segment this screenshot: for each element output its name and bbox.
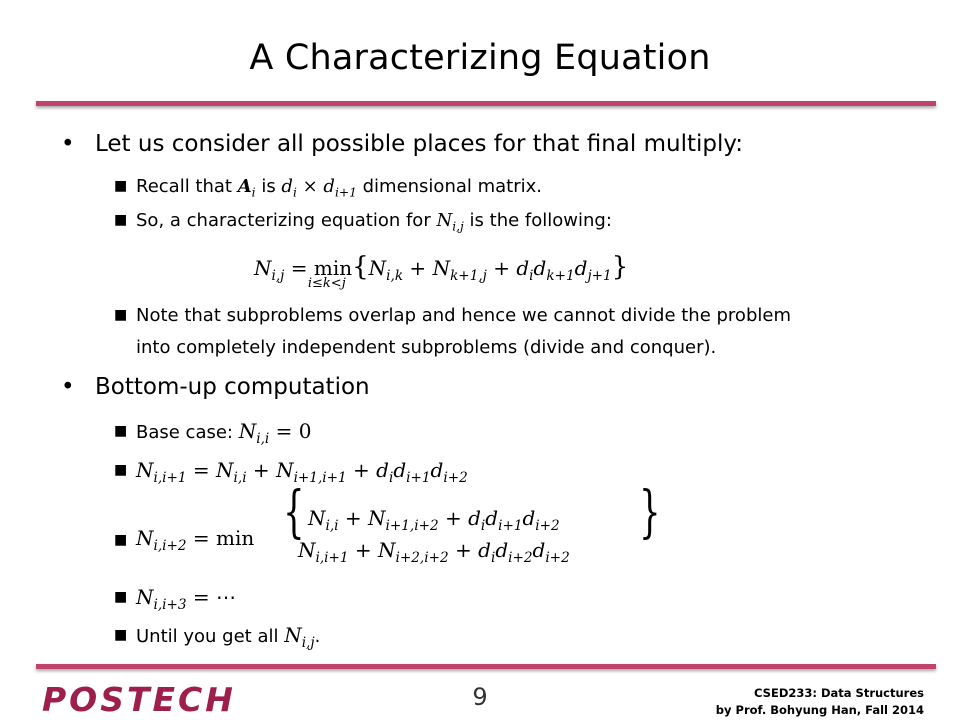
- course-instructor: by Prof. Bohyung Han, Fall 2014: [715, 703, 924, 717]
- square-bullet-icon: ■: [114, 307, 128, 323]
- subbullet-recall: ■ Recall that $A_i$ is $d_i \times d_{i+1}$ dimensional matrix.: [136, 173, 542, 200]
- footer-rule: [36, 664, 936, 669]
- bullet-bottom-up: • Bottom-up computation: [61, 374, 370, 400]
- subbullet-so: ■ So, a characterizing equation for $N_{i,j}$ is the following:: [136, 207, 612, 234]
- page-number: 9: [472, 683, 488, 711]
- subbullet-note: ■ Note that subproblems overlap and hence we cannot divide the problem into completely independent subproblems (divide and conquer).: [136, 302, 936, 361]
- square-bullet-icon: ■: [114, 462, 128, 478]
- bullet-consider-places: • Let us consider all possible places for that final multiply:: [61, 131, 744, 157]
- min-operator: min i≤k<j: [307, 256, 353, 291]
- course-credit: [716, 685, 924, 719]
- title-rule: [36, 101, 936, 106]
- bullet-dot-icon: •: [61, 131, 75, 157]
- subbullet-base-case: ■ Base case: $N_{i,i} = 0$: [114, 419, 312, 447]
- subbullet-n-i-i3: ■ $N_{i,i+3}$ = ⋯: [114, 585, 237, 613]
- square-bullet-icon: ■: [114, 178, 128, 194]
- subbullet-n-i-i1: ■ $N_{i,i+1} = N_{i,i} + N_{i+1,i+1} + d_id_{i+1}d_{i+2}$: [114, 458, 468, 486]
- square-bullet-icon: ■: [114, 532, 128, 548]
- course-title: CSED233: Data Structures: [754, 686, 924, 700]
- square-bullet-icon: ■: [114, 212, 128, 228]
- postech-logo-text: POSTECH: [42, 682, 236, 716]
- bullet-dot-icon: •: [61, 374, 75, 400]
- subbullet-until: ■ Until you get all $N_{i,j}$.: [114, 623, 321, 651]
- square-bullet-icon: ■: [114, 627, 128, 643]
- subbullet-n-i-i2: ■ $N_{i,i+2} = \min$ $N_{i,i} + N_{i+1,i+2} + d_id_{i+1}d_{i+2}$ $N_{i,i+1} + N_{i+2,i+2} + d_id_{i+2}d_{i+2}$ { }: [114, 480, 661, 566]
- slide-title: A Characterizing Equation: [249, 38, 711, 78]
- square-bullet-icon: ■: [114, 589, 128, 605]
- square-bullet-icon: ■: [114, 423, 128, 439]
- main-equation: $N_{i,j} = \min$ i≤k<j $\{N_{i,k} + N_{k+1,j} + d_id_{k+1}d_{j+1}\}$: [254, 252, 629, 291]
